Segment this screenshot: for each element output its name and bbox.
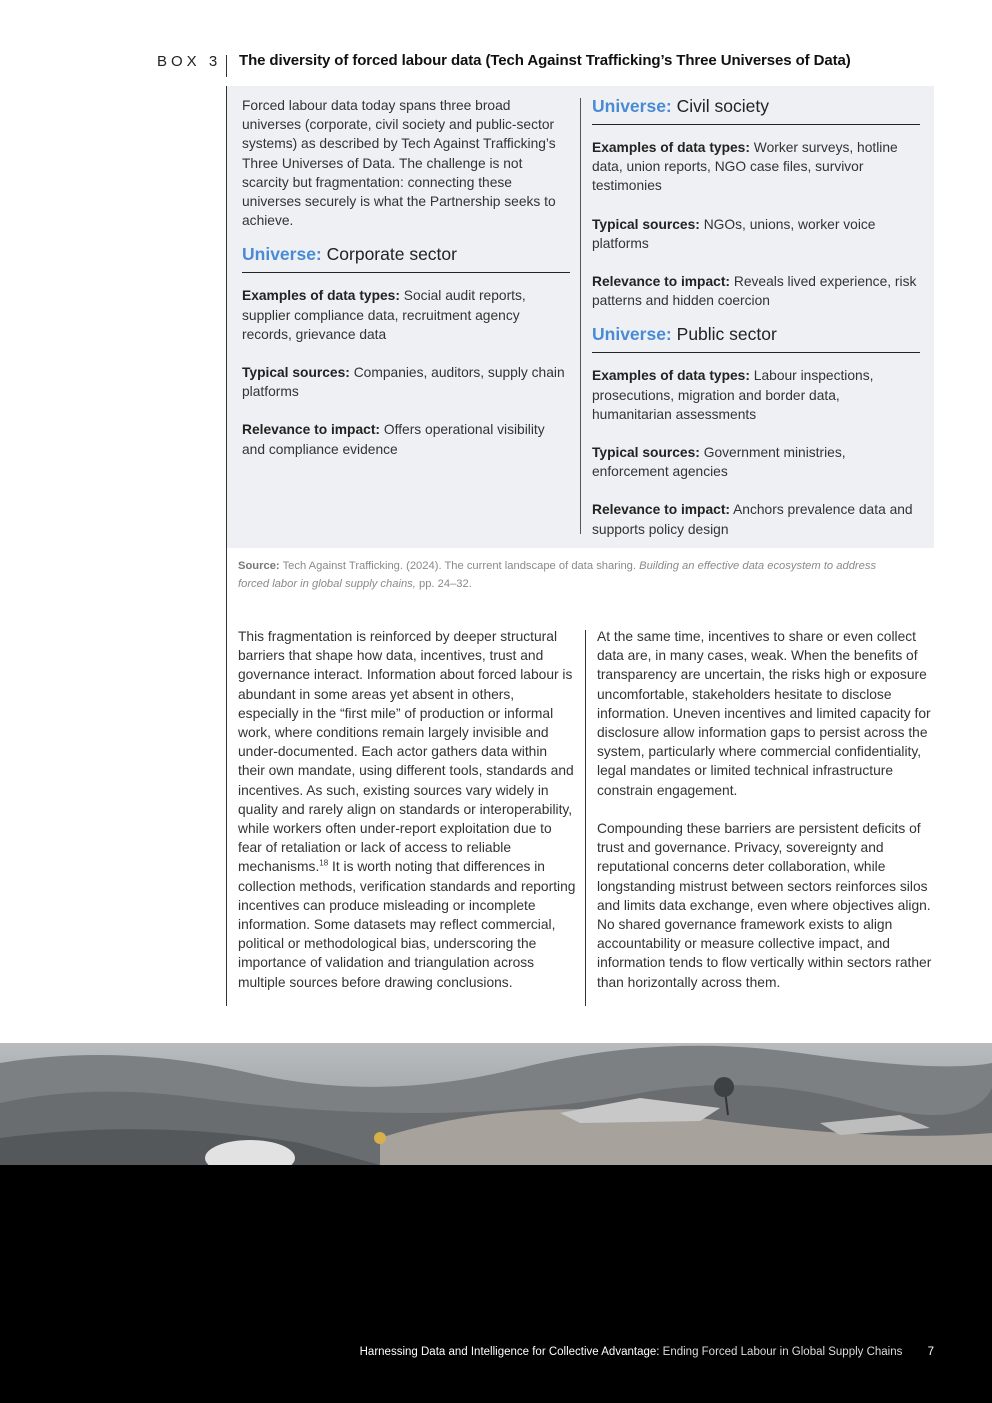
box-label: BOX 3 <box>157 53 222 70</box>
universe-name: Corporate sector <box>326 244 457 265</box>
landscape-photo <box>0 1043 992 1165</box>
sources-field <box>592 215 920 253</box>
page-footer <box>0 1346 934 1358</box>
examples-field <box>242 286 570 344</box>
footer-band <box>0 1165 992 1403</box>
box-left-column <box>242 96 570 478</box>
universe-name: Public sector <box>676 324 777 345</box>
universe-civil-society <box>592 96 920 310</box>
relevance-label: Relevance to impact: <box>592 502 731 518</box>
examples-label: Examples of data types: <box>592 368 750 384</box>
column-divider <box>580 98 581 534</box>
source-pages: pp. 24–32. <box>418 577 472 590</box>
relevance-label: Relevance to impact: <box>242 422 381 438</box>
footnote-ref[interactable]: 18 <box>319 858 329 868</box>
relevance-text: Offers operational visibility and compliance evidence <box>242 422 545 457</box>
relevance-text: Anchors prevalence data and supports policy design <box>592 502 913 537</box>
page-number: 7 <box>927 1346 934 1358</box>
universe-heading <box>242 244 570 273</box>
sources-text: NGOs, unions, worker voice platforms <box>592 216 876 251</box>
title-divider <box>226 55 227 77</box>
examples-field <box>592 138 920 196</box>
universe-heading <box>592 96 920 125</box>
universe-key: Universe: <box>592 324 672 345</box>
examples-label: Examples of data types: <box>242 288 400 304</box>
examples-text: Worker surveys, hotline data, union reports, NGO case files, survivor testimonies <box>592 140 898 194</box>
footer-title-rest: Ending Forced Labour in Global Supply Chains <box>662 1346 903 1358</box>
sources-label: Typical sources: <box>592 216 700 232</box>
sources-field <box>592 443 920 481</box>
universe-key: Universe: <box>592 96 672 116</box>
sources-text: Government ministries, enforcement agencies <box>592 445 846 480</box>
relevance-label: Relevance to impact: <box>592 274 731 290</box>
source-note <box>238 558 898 594</box>
body-column-divider <box>585 630 586 1006</box>
paragraph-text-cont: It is worth noting that differences in collection methods, verification standards and reporting incentives can produce misleading or incomplete information. Some datasets may reflect commercial, political or methodological bias, underscoring the importance of validation and triangulation across multiple sources before drawing conclusions. <box>238 859 576 990</box>
universe-heading <box>592 324 920 353</box>
body-paragraph <box>238 627 576 992</box>
examples-text: Social audit reports, supplier compliance data, recruitment agency records, grievance data <box>242 288 526 342</box>
universe-public-sector <box>592 324 920 538</box>
source-label: Source: <box>238 560 280 572</box>
sources-label: Typical sources: <box>242 365 350 381</box>
body-left-column <box>238 627 576 1011</box>
examples-text: Labour inspections, prosecutions, migration and border data, humanitarian assessments <box>592 368 874 422</box>
body-left-rule <box>226 548 227 1006</box>
body-right-column <box>597 627 937 1011</box>
landscape-photo-graphic <box>0 1043 992 1165</box>
universe-key: Universe: <box>242 244 322 265</box>
sources-field <box>242 363 570 401</box>
relevance-field <box>242 420 570 458</box>
relevance-field <box>592 272 920 310</box>
footer-title-bold: Harnessing Data and Intelligence for Collective Advantage: <box>359 1346 660 1358</box>
paragraph-text: This fragmentation is reinforced by deeper structural barriers that shape how data, incentives, trust and governance interact. Information about forced labour is abundant in some areas yet absent in others, especially in the “first mile” of production or informal work, where conditions remain largely invisible and under-documented. Each actor gathers data within their own mandate, using different tools, standards and incentives. As such, existing sources vary widely in quality and rarely align on standards or interoperability, while workers often under-report exploitation due to fear of retaliation or lack of access to reliable mechanisms. <box>238 629 574 875</box>
box-title: The diversity of forced labour data (Tech Against Trafficking’s Three Universes of Data) <box>239 52 851 69</box>
sources-text: Companies, auditors, supply chain platforms <box>242 365 565 400</box>
examples-field <box>592 366 920 424</box>
universe-name: Civil society <box>676 96 770 116</box>
universe-corporate <box>242 244 570 458</box>
box-right-column <box>592 96 920 558</box>
examples-label: Examples of data types: <box>592 140 750 155</box>
relevance-text: Reveals lived experience, risk patterns and hidden coercion <box>592 274 917 309</box>
source-text: Tech Against Trafficking. (2024). The current landscape of data sharing. <box>282 560 637 572</box>
box-intro: Forced labour data today spans three broad universes (corporate, civil society and public-sector systems) as described by Tech Against Trafficking’s Three Universes of Data. The challenge is not scarcity but fragmentation: connecting these universes securely is what the Partnership seeks to achieve. <box>242 98 556 229</box>
body-paragraph: At the same time, incentives to share or even collect data are, in many cases, weak. When the benefits of transparency are uncertain, the risks high or exposure uncomfortable, stakeholders hesitate to disclose information. Uneven incentives and limited capacity for disclosure allow information gaps to persist across the system, particularly where commercial confidentiality, legal mandates or limited technical infrastructure constrain engagement. <box>597 629 931 798</box>
sources-label: Typical sources: <box>592 445 700 461</box>
body-paragraph: Compounding these barriers are persistent deficits of trust and governance. Privacy, sovereignty and reputational concerns deter collaboration, while longstanding mistrust between sectors reinforces silos and limits data exchange, even where objectives align. No shared governance framework exists to align accountability or measure collective impact, and information tends to flow vertically within sectors rather than horizontally across them. <box>597 821 932 990</box>
relevance-field <box>592 500 920 538</box>
source-title: Building an effective data ecosystem to address forced labor in global supply chains, <box>238 560 877 590</box>
